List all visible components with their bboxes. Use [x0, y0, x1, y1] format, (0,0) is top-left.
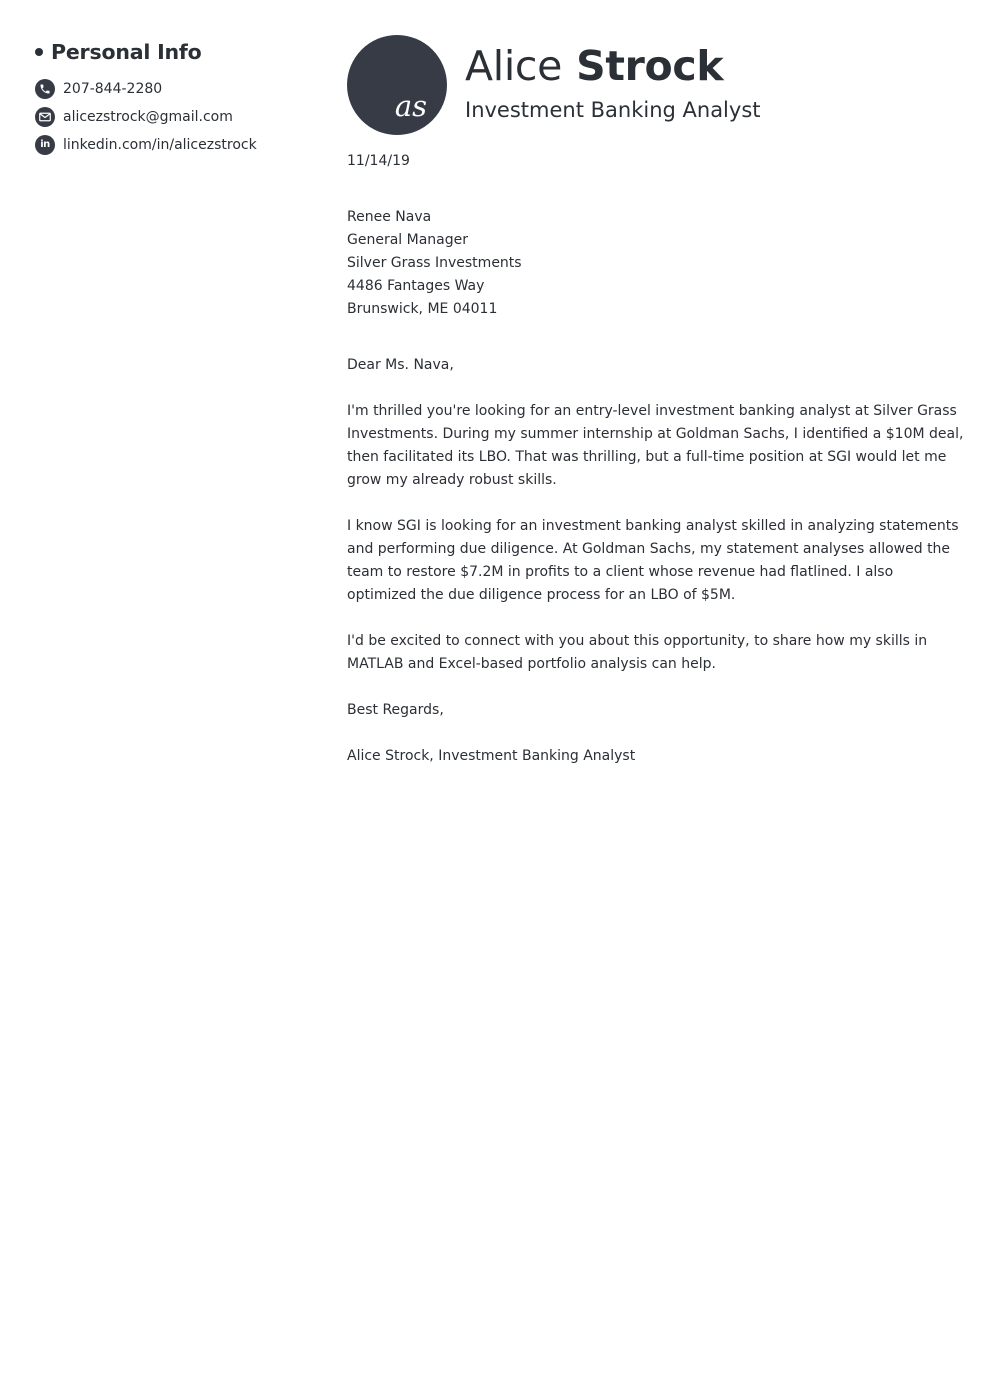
- monogram-initials: as: [394, 89, 427, 123]
- linkedin-icon: in: [35, 135, 55, 155]
- recipient-street: 4486 Fantages Way: [347, 278, 485, 294]
- contact-linkedin: [35, 131, 315, 159]
- first-name: Alice: [465, 42, 563, 90]
- sidebar: [35, 38, 315, 159]
- monogram-avatar: [347, 35, 447, 135]
- letter-date: 11/14/19: [347, 153, 410, 169]
- last-name: Strock: [576, 42, 724, 90]
- closing: Best Regards,: [347, 702, 444, 718]
- contact-list: [35, 75, 315, 159]
- contact-phone: [35, 75, 315, 103]
- bullet-icon: [35, 48, 43, 56]
- email-address[interactable]: alicezstrock@gmail.com: [63, 109, 233, 125]
- recipient-company: Silver Grass Investments: [347, 255, 522, 271]
- body-paragraph-1: I'm thrilled you're looking for an entry-level investment banking analyst at Silver Grass Investments. During my summer internship at Goldman Sachs, I identified a $10M deal, then facilitated its LBO. That was thrilling, but a full-time position at SGI would let me grow my already robust skills.: [347, 403, 964, 488]
- recipient-name: Renee Nava: [347, 209, 432, 225]
- body-paragraph-2: I know SGI is looking for an investment banking analyst skilled in analyzing statements and performing due diligence. At Goldman Sachs, my statement analyses allowed the team to restore $7.2M in profits to a client whose revenue had flatlined. I also optimized the due diligence process for an LBO of $5M.: [347, 518, 959, 603]
- signature: Alice Strock, Investment Banking Analyst: [347, 748, 636, 764]
- salutation: Dear Ms. Nava,: [347, 357, 454, 373]
- linkedin-url[interactable]: linkedin.com/in/alicezstrock: [63, 137, 257, 153]
- recipient-title: General Manager: [347, 232, 468, 248]
- recipient-city: Brunswick, ME 04011: [347, 301, 498, 317]
- personal-info-heading: [35, 38, 315, 66]
- email-icon: [35, 107, 55, 127]
- phone-number[interactable]: 207-844-2280: [63, 81, 163, 97]
- phone-icon: [35, 79, 55, 99]
- personal-info-title: Personal Info: [51, 40, 202, 64]
- job-title: Investment Banking Analyst: [465, 98, 761, 122]
- body-paragraph-3: I'd be excited to connect with you about this opportunity, to share how my skills in MATLAB and Excel-based portfolio analysis can help.: [347, 633, 928, 672]
- candidate-name: [465, 40, 723, 92]
- recipient-block: [347, 206, 965, 321]
- cover-letter: [347, 150, 965, 768]
- contact-email: [35, 103, 315, 131]
